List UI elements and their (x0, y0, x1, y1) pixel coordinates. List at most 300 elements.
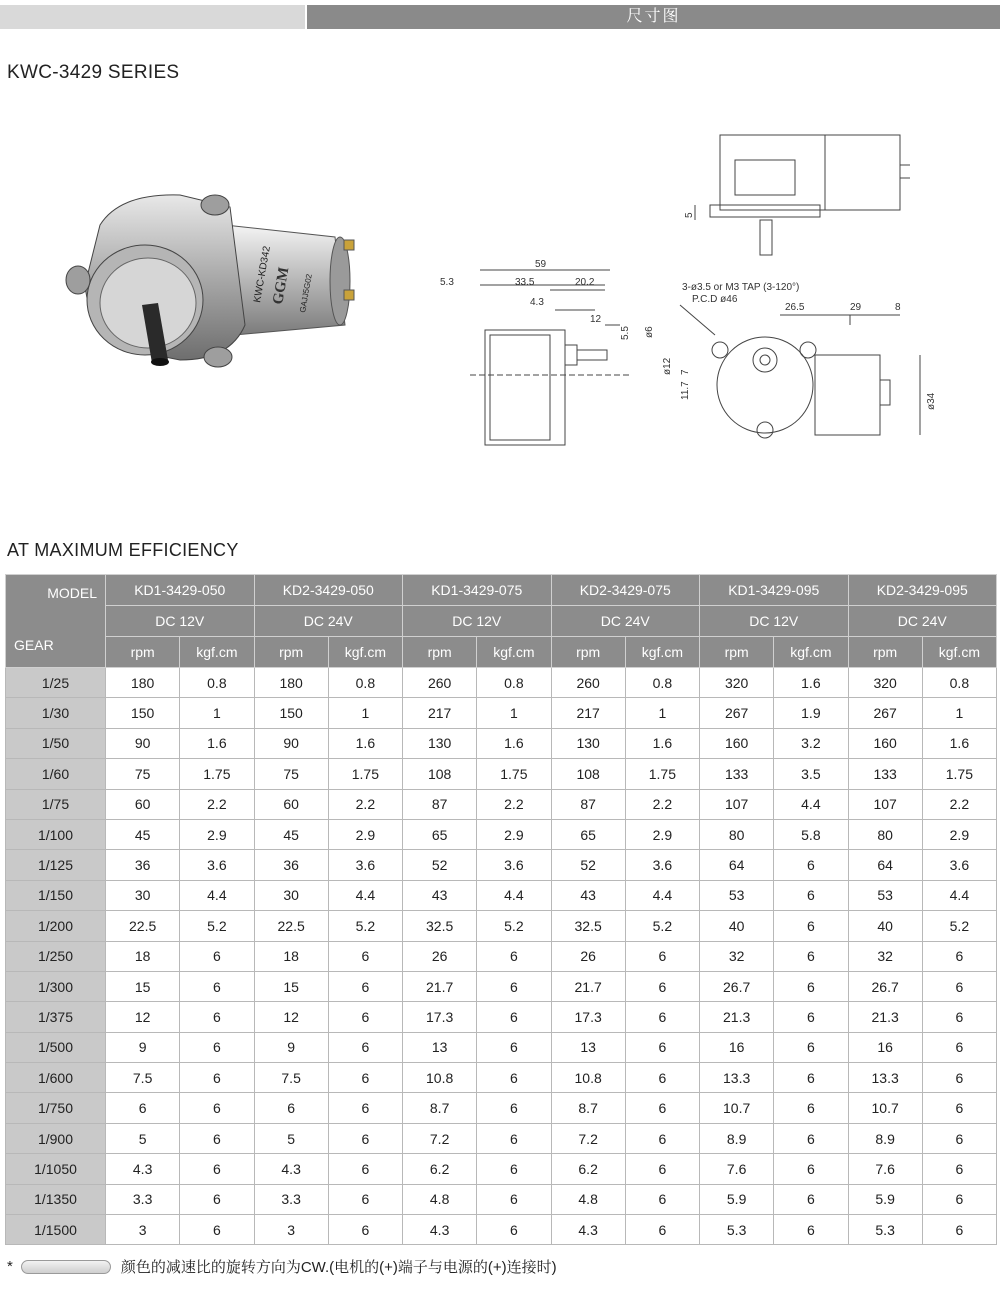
value-cell: 6.2 (551, 1154, 625, 1184)
value-cell: 6 (922, 1002, 996, 1032)
value-cell: 6 (477, 1002, 551, 1032)
value-cell: 6 (180, 1215, 254, 1245)
value-cell: 1.75 (180, 759, 254, 789)
gear-ratio-cell: 1/150 (6, 880, 106, 910)
model-header: KD2-3429-050 (254, 575, 403, 606)
unit-header: rpm (551, 637, 625, 668)
value-cell: 36 (106, 850, 180, 880)
unit-header: rpm (700, 637, 774, 668)
value-cell: 108 (403, 759, 477, 789)
table-row (6, 1123, 997, 1153)
value-cell: 2.2 (180, 789, 254, 819)
value-cell: 4.3 (254, 1154, 328, 1184)
value-cell: 9 (254, 1032, 328, 1062)
value-cell: 13 (551, 1032, 625, 1062)
value-cell: 6 (328, 1002, 402, 1032)
table-row (6, 1032, 997, 1062)
value-cell: 53 (700, 880, 774, 910)
gear-ratio-cell: 1/1350 (6, 1184, 106, 1214)
value-cell: 260 (403, 668, 477, 698)
table-row (6, 668, 997, 698)
value-cell: 6 (180, 1002, 254, 1032)
value-cell: 5 (106, 1123, 180, 1153)
value-cell: 16 (848, 1032, 922, 1062)
value-cell: 6 (922, 1184, 996, 1214)
value-cell: 6 (180, 1184, 254, 1214)
value-cell: 6 (922, 1123, 996, 1153)
table-row (6, 759, 997, 789)
value-cell: 160 (700, 728, 774, 758)
value-cell: 32.5 (551, 911, 625, 941)
value-cell: 6 (922, 1063, 996, 1093)
unit-header: rpm (848, 637, 922, 668)
value-cell: 1.6 (625, 728, 699, 758)
value-cell: 9 (106, 1032, 180, 1062)
table-row (6, 971, 997, 1001)
value-cell: 180 (106, 668, 180, 698)
table-row (6, 1215, 997, 1245)
corner-gear-label: GEAR (14, 637, 54, 653)
dimension-drawing (430, 130, 950, 460)
value-cell: 2.2 (328, 789, 402, 819)
dim-phi6: ø6 (644, 326, 655, 338)
value-cell: 4.4 (922, 880, 996, 910)
value-cell: 3.5 (774, 759, 848, 789)
value-cell: 6 (180, 971, 254, 1001)
value-cell: 6 (922, 971, 996, 1001)
value-cell: 21.7 (551, 971, 625, 1001)
table-row (6, 1002, 997, 1032)
value-cell: 6.2 (403, 1154, 477, 1184)
value-cell: 75 (106, 759, 180, 789)
table-row (6, 1154, 997, 1184)
value-cell: 7.6 (700, 1154, 774, 1184)
value-cell: 6 (477, 1032, 551, 1062)
value-cell: 80 (700, 819, 774, 849)
value-cell: 64 (700, 850, 774, 880)
dim-7: 7 (680, 369, 691, 375)
value-cell: 1 (922, 698, 996, 728)
value-cell: 8.9 (848, 1123, 922, 1153)
unit-header: kgf.cm (625, 637, 699, 668)
value-cell: 0.8 (625, 668, 699, 698)
table-row (6, 819, 997, 849)
value-cell: 12 (254, 1002, 328, 1032)
value-cell: 6 (774, 1002, 848, 1032)
section-title: AT MAXIMUM EFFICIENCY (7, 540, 239, 560)
unit-header: kgf.cm (180, 637, 254, 668)
value-cell: 6 (625, 1063, 699, 1093)
gear-ratio-cell: 1/25 (6, 668, 106, 698)
unit-header: rpm (403, 637, 477, 668)
header-bar-left (0, 5, 305, 29)
footnote-text: 颜色的减速比的旋转方向为CW.(电机的(+)端子与电源的(+)连接时) (120, 1259, 557, 1276)
unit-header: kgf.cm (774, 637, 848, 668)
value-cell: 17.3 (551, 1002, 625, 1032)
value-cell: 267 (700, 698, 774, 728)
value-cell: 217 (403, 698, 477, 728)
value-cell: 0.8 (180, 668, 254, 698)
value-cell: 6 (625, 1215, 699, 1245)
value-cell: 160 (848, 728, 922, 758)
footnote (7, 1256, 557, 1277)
value-cell: 6 (625, 1123, 699, 1153)
gear-ratio-cell: 1/250 (6, 941, 106, 971)
value-cell: 6 (477, 941, 551, 971)
value-cell: 6 (477, 1184, 551, 1214)
value-cell: 6 (328, 1154, 402, 1184)
value-cell: 1.75 (477, 759, 551, 789)
value-cell: 60 (254, 789, 328, 819)
value-cell: 10.7 (848, 1093, 922, 1123)
color-swatch (21, 1260, 111, 1274)
gear-ratio-cell: 1/30 (6, 698, 106, 728)
value-cell: 6 (774, 1184, 848, 1214)
value-cell: 90 (106, 728, 180, 758)
gear-ratio-cell: 1/1050 (6, 1154, 106, 1184)
value-cell: 1.6 (774, 668, 848, 698)
value-cell: 4.4 (774, 789, 848, 819)
value-cell: 5.9 (848, 1184, 922, 1214)
value-cell: 2.2 (625, 789, 699, 819)
dim-59: 59 (535, 259, 547, 270)
gear-ratio-cell: 1/60 (6, 759, 106, 789)
value-cell: 6 (625, 941, 699, 971)
value-cell: 32 (848, 941, 922, 971)
value-cell: 10.8 (551, 1063, 625, 1093)
value-cell: 6 (774, 1093, 848, 1123)
value-cell: 26.7 (848, 971, 922, 1001)
value-cell: 1 (625, 698, 699, 728)
value-cell: 6 (328, 1093, 402, 1123)
value-cell: 6 (774, 1154, 848, 1184)
value-cell: 30 (106, 880, 180, 910)
value-cell: 6 (774, 1063, 848, 1093)
value-cell: 5.8 (774, 819, 848, 849)
unit-header: kgf.cm (477, 637, 551, 668)
value-cell: 7.2 (551, 1123, 625, 1153)
value-cell: 150 (254, 698, 328, 728)
value-cell: 6 (477, 1063, 551, 1093)
value-cell: 87 (551, 789, 625, 819)
dim-33-5: 33.5 (515, 277, 535, 288)
value-cell: 45 (106, 819, 180, 849)
corner-model-label: MODEL (47, 585, 97, 601)
value-cell: 7.6 (848, 1154, 922, 1184)
value-cell: 1.6 (922, 728, 996, 758)
unit-header: kgf.cm (922, 637, 996, 668)
dim-phi12: ø12 (662, 357, 673, 375)
header-bar (0, 5, 1000, 29)
model-header: KD1-3429-095 (700, 575, 849, 606)
value-cell: 1.75 (922, 759, 996, 789)
value-cell: 4.3 (551, 1215, 625, 1245)
value-cell: 107 (700, 789, 774, 819)
voltage-header: DC 12V (106, 606, 255, 637)
value-cell: 6 (180, 941, 254, 971)
dim-pcd: P.C.D ø46 (692, 294, 738, 305)
value-cell: 5.9 (700, 1184, 774, 1214)
value-cell: 4.4 (180, 880, 254, 910)
value-cell: 3.6 (180, 850, 254, 880)
value-cell: 1.6 (328, 728, 402, 758)
value-cell: 0.8 (328, 668, 402, 698)
value-cell: 7.2 (403, 1123, 477, 1153)
gear-ratio-cell: 1/300 (6, 971, 106, 1001)
value-cell: 6 (922, 1215, 996, 1245)
value-cell: 21.3 (848, 1002, 922, 1032)
photo-label-line2: GGM (270, 265, 293, 306)
value-cell: 1.75 (328, 759, 402, 789)
value-cell: 1.6 (477, 728, 551, 758)
value-cell: 6 (774, 880, 848, 910)
value-cell: 1 (328, 698, 402, 728)
value-cell: 5.2 (922, 911, 996, 941)
value-cell: 13.3 (700, 1063, 774, 1093)
dim-5-3: 5.3 (440, 277, 454, 288)
table-row (6, 728, 997, 758)
value-cell: 1.9 (774, 698, 848, 728)
value-cell: 13 (403, 1032, 477, 1062)
table-row (6, 789, 997, 819)
value-cell: 6 (922, 1093, 996, 1123)
value-cell: 10.7 (700, 1093, 774, 1123)
value-cell: 133 (848, 759, 922, 789)
value-cell: 8.7 (551, 1093, 625, 1123)
value-cell: 6 (774, 1215, 848, 1245)
table-row (6, 1063, 997, 1093)
dim-4-3: 4.3 (530, 297, 544, 308)
value-cell: 65 (551, 819, 625, 849)
value-cell: 16 (700, 1032, 774, 1062)
value-cell: 45 (254, 819, 328, 849)
value-cell: 3.2 (774, 728, 848, 758)
gear-ratio-cell: 1/50 (6, 728, 106, 758)
value-cell: 6 (625, 1032, 699, 1062)
value-cell: 6 (922, 1154, 996, 1184)
unit-header: rpm (254, 637, 328, 668)
value-cell: 15 (254, 971, 328, 1001)
value-cell: 4.4 (477, 880, 551, 910)
value-cell: 3.6 (328, 850, 402, 880)
value-cell: 6 (774, 1123, 848, 1153)
dim-11-7: 11.7 (680, 381, 691, 400)
value-cell: 3.3 (106, 1184, 180, 1214)
gear-ratio-cell: 1/125 (6, 850, 106, 880)
value-cell: 6 (328, 1063, 402, 1093)
value-cell: 52 (551, 850, 625, 880)
value-cell: 0.8 (922, 668, 996, 698)
value-cell: 6 (774, 971, 848, 1001)
gear-ratio-cell: 1/600 (6, 1063, 106, 1093)
value-cell: 21.3 (700, 1002, 774, 1032)
value-cell: 6 (625, 1093, 699, 1123)
value-cell: 40 (700, 911, 774, 941)
value-cell: 6 (774, 941, 848, 971)
unit-header: kgf.cm (328, 637, 402, 668)
photo-label-line3: GAJJ5G02 (298, 273, 314, 314)
dim-tap: 3-ø3.5 or M3 TAP (3-120°) (682, 282, 800, 293)
value-cell: 22.5 (106, 911, 180, 941)
table-row (6, 911, 997, 941)
value-cell: 180 (254, 668, 328, 698)
value-cell: 1.75 (625, 759, 699, 789)
value-cell: 6 (477, 1093, 551, 1123)
gear-ratio-cell: 1/900 (6, 1123, 106, 1153)
value-cell: 6 (328, 1032, 402, 1062)
table-row (6, 850, 997, 880)
value-cell: 5.2 (328, 911, 402, 941)
value-cell: 40 (848, 911, 922, 941)
dim-5-5: 5.5 (620, 326, 631, 340)
value-cell: 3.6 (625, 850, 699, 880)
value-cell: 6 (774, 911, 848, 941)
value-cell: 6 (254, 1093, 328, 1123)
value-cell: 75 (254, 759, 328, 789)
value-cell: 5.2 (180, 911, 254, 941)
value-cell: 87 (403, 789, 477, 819)
value-cell: 30 (254, 880, 328, 910)
gear-ratio-cell: 1/75 (6, 789, 106, 819)
value-cell: 6 (180, 1063, 254, 1093)
value-cell: 15 (106, 971, 180, 1001)
value-cell: 3.6 (477, 850, 551, 880)
value-cell: 4.4 (625, 880, 699, 910)
value-cell: 1 (477, 698, 551, 728)
value-cell: 6 (477, 1154, 551, 1184)
value-cell: 130 (551, 728, 625, 758)
value-cell: 2.9 (180, 819, 254, 849)
spec-table (5, 574, 997, 1245)
gear-ratio-cell: 1/375 (6, 1002, 106, 1032)
value-cell: 12 (106, 1002, 180, 1032)
gear-ratio-cell: 1/500 (6, 1032, 106, 1062)
value-cell: 3 (254, 1215, 328, 1245)
value-cell: 6 (328, 1215, 402, 1245)
value-cell: 7.5 (254, 1063, 328, 1093)
value-cell: 6 (625, 971, 699, 1001)
dim-26-5: 26.5 (785, 302, 805, 313)
value-cell: 64 (848, 850, 922, 880)
value-cell: 6 (328, 971, 402, 1001)
value-cell: 3.6 (922, 850, 996, 880)
value-cell: 26.7 (700, 971, 774, 1001)
voltage-header: DC 24V (551, 606, 700, 637)
footnote-marker: * (7, 1258, 13, 1275)
voltage-header: DC 24V (848, 606, 997, 637)
motor-photo (60, 185, 370, 380)
voltage-header: DC 24V (254, 606, 403, 637)
value-cell: 18 (254, 941, 328, 971)
model-header: KD1-3429-050 (106, 575, 255, 606)
value-cell: 4.3 (403, 1215, 477, 1245)
value-cell: 6 (922, 941, 996, 971)
gear-ratio-cell: 1/1500 (6, 1215, 106, 1245)
value-cell: 6 (328, 941, 402, 971)
value-cell: 32 (700, 941, 774, 971)
value-cell: 53 (848, 880, 922, 910)
value-cell: 6 (477, 1215, 551, 1245)
dim-29: 29 (850, 302, 862, 313)
value-cell: 2.2 (922, 789, 996, 819)
value-cell: 6 (625, 1154, 699, 1184)
value-cell: 6 (180, 1032, 254, 1062)
value-cell: 6 (328, 1184, 402, 1214)
value-cell: 6 (922, 1032, 996, 1062)
value-cell: 5.2 (477, 911, 551, 941)
value-cell: 80 (848, 819, 922, 849)
value-cell: 2.2 (477, 789, 551, 819)
dim-20-2: 20.2 (575, 277, 595, 288)
value-cell: 65 (403, 819, 477, 849)
voltage-header: DC 12V (700, 606, 849, 637)
table-row (6, 1093, 997, 1123)
value-cell: 7.5 (106, 1063, 180, 1093)
value-cell: 6 (180, 1154, 254, 1184)
dim-8: 8 (895, 302, 901, 313)
value-cell: 2.9 (477, 819, 551, 849)
value-cell: 0.8 (477, 668, 551, 698)
gear-ratio-cell: 1/100 (6, 819, 106, 849)
value-cell: 107 (848, 789, 922, 819)
value-cell: 108 (551, 759, 625, 789)
value-cell: 8.9 (700, 1123, 774, 1153)
value-cell: 5.2 (625, 911, 699, 941)
value-cell: 6 (180, 1093, 254, 1123)
value-cell: 2.9 (328, 819, 402, 849)
value-cell: 5.3 (848, 1215, 922, 1245)
value-cell: 6 (477, 971, 551, 1001)
gear-ratio-cell: 1/750 (6, 1093, 106, 1123)
table-row (6, 698, 997, 728)
value-cell: 133 (700, 759, 774, 789)
value-cell: 320 (700, 668, 774, 698)
value-cell: 13.3 (848, 1063, 922, 1093)
value-cell: 4.3 (106, 1154, 180, 1184)
value-cell: 32.5 (403, 911, 477, 941)
value-cell: 8.7 (403, 1093, 477, 1123)
dim-5: 5 (684, 212, 695, 218)
model-header: KD1-3429-075 (403, 575, 552, 606)
value-cell: 6 (477, 1123, 551, 1153)
value-cell: 150 (106, 698, 180, 728)
value-cell: 6 (625, 1002, 699, 1032)
value-cell: 6 (774, 1032, 848, 1062)
value-cell: 21.7 (403, 971, 477, 1001)
value-cell: 1 (180, 698, 254, 728)
value-cell: 130 (403, 728, 477, 758)
value-cell: 60 (106, 789, 180, 819)
value-cell: 17.3 (403, 1002, 477, 1032)
table-row (6, 1184, 997, 1214)
value-cell: 6 (180, 1123, 254, 1153)
value-cell: 43 (551, 880, 625, 910)
value-cell: 1.6 (180, 728, 254, 758)
value-cell: 2.9 (625, 819, 699, 849)
value-cell: 18 (106, 941, 180, 971)
table-row (6, 941, 997, 971)
gear-ratio-cell: 1/200 (6, 911, 106, 941)
value-cell: 6 (106, 1093, 180, 1123)
model-header: KD2-3429-095 (848, 575, 997, 606)
value-cell: 4.8 (551, 1184, 625, 1214)
series-title: KWC-3429 SERIES (7, 62, 180, 83)
value-cell: 26 (403, 941, 477, 971)
value-cell: 90 (254, 728, 328, 758)
value-cell: 217 (551, 698, 625, 728)
value-cell: 3 (106, 1215, 180, 1245)
value-cell: 260 (551, 668, 625, 698)
